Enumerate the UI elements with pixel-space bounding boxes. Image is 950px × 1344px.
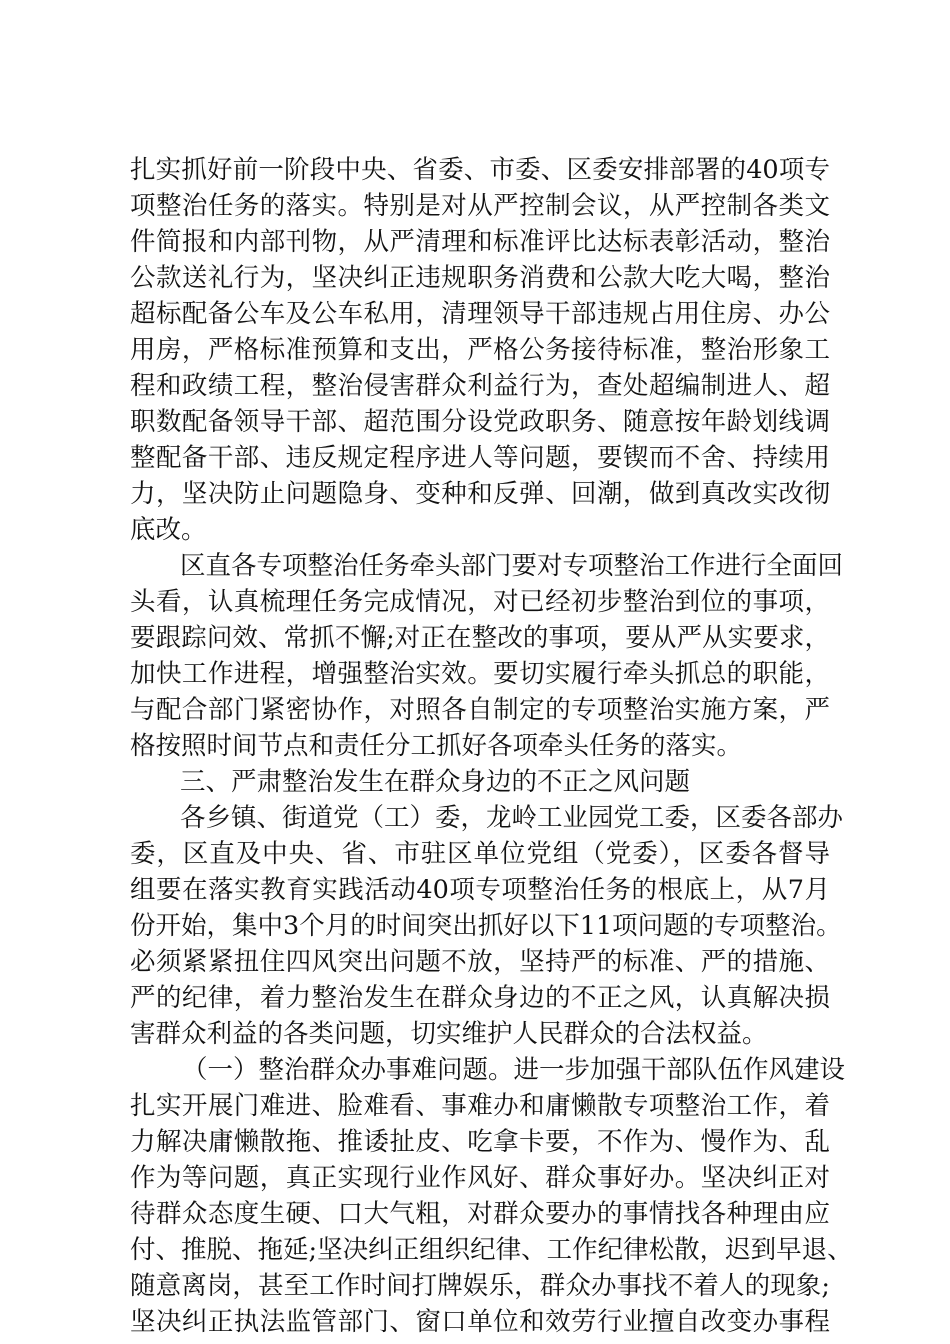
text-line: 底改。 xyxy=(130,515,207,545)
text-line: 作为等问题，真正实现行业作风好、群众事好办。坚决纠正对 xyxy=(130,1163,830,1193)
text-line: 严的纪律，着力整治发生在群众身边的不正之风，认真解决损 xyxy=(130,983,830,1013)
paragraph-5 xyxy=(130,1052,853,1340)
text-line: 加快工作进程，增强整治实效。要切实履行牵头抓总的职能， xyxy=(130,659,830,689)
paragraph-4 xyxy=(130,800,844,1052)
text-line: 害群众利益的各类问题，切实维护人民群众的合法权益。 xyxy=(130,1019,768,1049)
text-line: 组要在落实教育实践活动40项专项整治任务的根底上，从7月 xyxy=(130,875,830,905)
text-line: 付、推脱、拖延;坚决纠正组织纪律、工作纪律松散，迟到早退、 xyxy=(130,1235,853,1265)
text-line: 扎实抓好前一阶段中央、省委、市委、区委安排部署的40项专 xyxy=(130,155,830,185)
text-line: 公款送礼行为，坚决纠正违规职务消费和公款大吃大喝，整治 xyxy=(130,263,830,293)
text-line: 委，区直及中央、省、市驻区单位党组（党委），区委各督导 xyxy=(130,839,830,869)
text-line: 超标配备公车及公车私用，清理领导干部违规占用住房、办公 xyxy=(130,299,830,329)
text-line: 职数配备领导干部、超范围分设党政职务、随意按年龄划线调 xyxy=(130,407,830,437)
text-line: 坚决纠正执法监管部门、窗口单位和效劳行业擅自改变办事程 xyxy=(130,1307,830,1337)
text-line: 待群众态度生硬、口大气粗，对群众要办的事情找各种理由应 xyxy=(130,1199,830,1229)
text-line: 头看，认真梳理任务完成情况，对已经初步整治到位的事项， xyxy=(130,587,830,617)
text-line: （一）整治群众办事难问题。进一步加强干部队伍作风建设 xyxy=(182,1055,846,1085)
text-line: 随意离岗，甚至工作时间打牌娱乐，群众办事找不着人的现象; xyxy=(130,1271,830,1301)
paragraph-1 xyxy=(130,152,830,548)
text-line: 与配合部门紧密协作，对照各自制定的专项整治实施方案，严 xyxy=(130,695,830,725)
text-line: 项整治任务的落实。特别是对从严控制会议，从严控制各类文 xyxy=(130,191,830,221)
text-line: 件简报和内部刊物，从严清理和标准评比达标表彰活动，整治 xyxy=(130,227,830,257)
document-page xyxy=(130,152,853,1340)
paragraph-2 xyxy=(130,548,844,764)
text-line: 扎实开展门难进、脸难看、事难办和庸懒散专项整治工作，着 xyxy=(130,1091,830,1121)
section-heading-text: 三、严肃整治发生在群众身边的不正之风问题 xyxy=(180,767,691,797)
text-line: 区直各专项整治任务牵头部门要对专项整治工作进行全面回 xyxy=(180,551,844,581)
text-line: 各乡镇、街道党（工）委，龙岭工业园党工委，区委各部办 xyxy=(180,803,844,833)
text-line: 整配备干部、违反规定程序进人等问题，要锲而不舍、持续用 xyxy=(130,443,830,473)
text-line: 程和政绩工程，整治侵害群众利益行为，查处超编制进人、超 xyxy=(130,371,830,401)
text-line: 用房，严格标准预算和支出，严格公务接待标准，整治形象工 xyxy=(130,335,830,365)
text-line: 要跟踪问效、常抓不懈;对正在整改的事项，要从严从实要求， xyxy=(130,623,830,653)
text-line: 力，坚决防止问题隐身、变种和反弹、回潮，做到真改实改彻 xyxy=(130,479,830,509)
text-line: 力解决庸懒散拖、推诿扯皮、吃拿卡要，不作为、慢作为、乱 xyxy=(130,1127,830,1157)
text-line: 格按照时间节点和责任分工抓好各项牵头任务的落实。 xyxy=(130,731,743,761)
section-heading xyxy=(130,764,830,800)
text-line: 必须紧紧扭住四风突出问题不放，坚持严的标准、严的措施、 xyxy=(130,947,830,977)
text-line: 份开始，集中3个月的时间突出抓好以下11项问题的专项整治。 xyxy=(130,911,842,941)
